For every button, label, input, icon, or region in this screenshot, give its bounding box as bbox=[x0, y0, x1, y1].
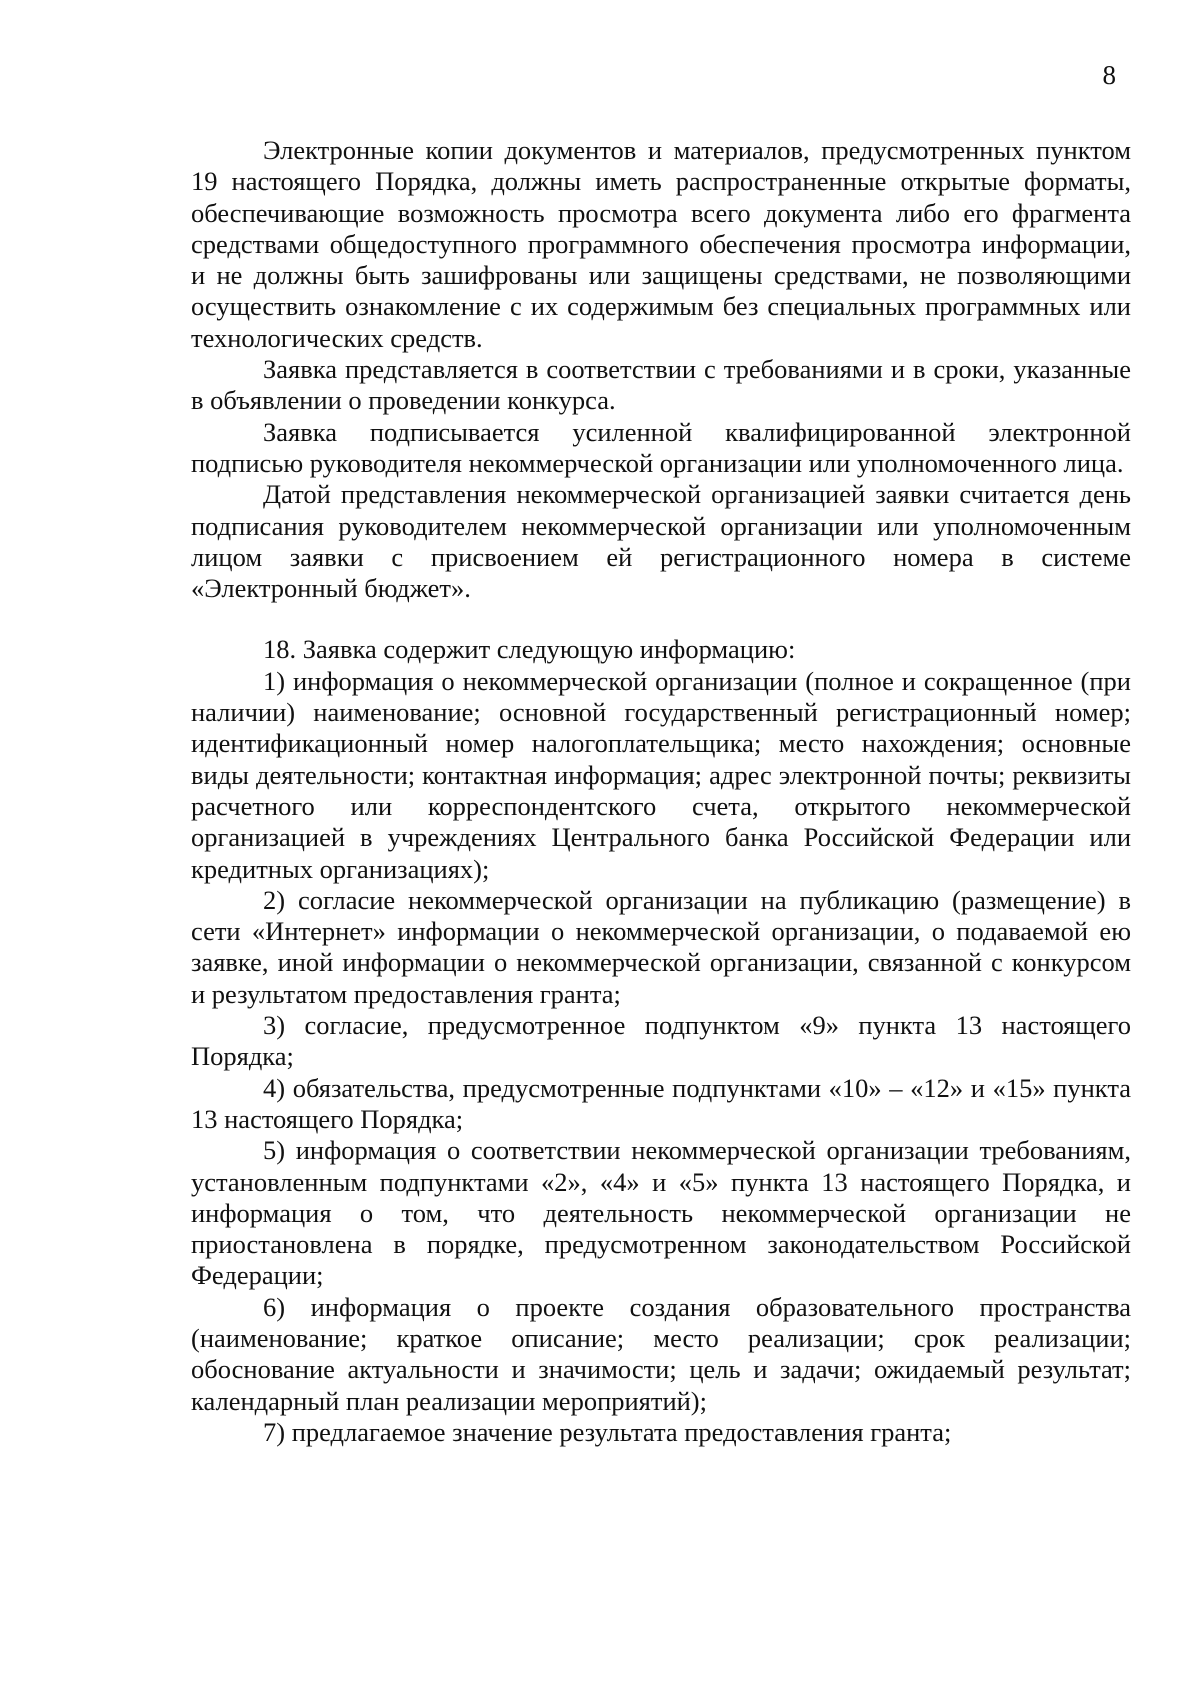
document-body bbox=[191, 135, 1131, 1448]
paragraph-section-18: 18. Заявка содержит следующую информацию: bbox=[263, 634, 796, 665]
list-item-2: 2) согласие некоммерческой организации на публикацию (размещение) в сети «Интернет» информации о некоммерческой организации, о подаваемой ею заявке, иной информации о некоммерческой организации, связанной с конкурсом и результатом предоставления гранта; bbox=[191, 884, 1131, 1009]
paragraph-submission-date: Датой представления некоммерческой организацией заявки считается день подписания руководителем некоммерческой организации или уполномоченным лицом заявки с присвоением ей регистрационного номера в системе «Электронный бюджет». bbox=[191, 479, 1131, 604]
page-number: 8 bbox=[1102, 60, 1116, 90]
list-item-3: 3) согласие, предусмотренное подпунктом «9» пункта 13 настоящего Порядка; bbox=[191, 1010, 1131, 1072]
list-item-7: 7) предлагаемое значение результата предоставления гранта; bbox=[263, 1416, 952, 1447]
paragraph-electronic-copies: Электронные копии документов и материалов, предусмотренных пунктом 19 настоящего Порядка, должны иметь распространенные открытые форматы, обеспечивающие возможность просмотра всего документа либо его фрагмента средствами общедоступного программного обеспечения просмотра информации, и не должны быть зашифрованы или защищены средствами, не позволяющими осуществить ознакомление с их содержимым без специальных программных или технологических средств. bbox=[191, 135, 1131, 353]
list-item-5: 5) информация о соответствии некоммерческой организации требованиям, установленным подпунктами «2», «4» и «5» пункта 13 настоящего Порядка, и информация о том, что деятельность некоммерческой организации не приостановлена в порядке, предусмотренном законодательством Российской Федерации; bbox=[191, 1135, 1131, 1291]
list-item-1: 1) информация о некоммерческой организации (полное и сокращенное (при наличии) наименование; основной государственный регистрационный номер; идентификационный номер налогоплательщика; место нахождения; основные виды деятельности; контактная информация; адрес электронной почты; реквизиты расчетного или корреспондентского счета, открытого некоммерческой организацией в учреждениях Центрального банка Российской Федерации или кредитных организациях); bbox=[191, 665, 1131, 884]
paragraph-application-signature: Заявка подписывается усиленной квалифицированной электронной подписью руководителя некоммерческой организации или уполномоченного лица. bbox=[191, 416, 1131, 478]
list-item-6: 6) информация о проекте создания образовательного пространства (наименование; краткое описание; место реализации; срок реализации; обоснование актуальности и значимости; цель и задачи; ожидаемый результат; календарный план реализации мероприятий); bbox=[191, 1291, 1131, 1416]
paragraph-application-submission: Заявка представляется в соответствии с требованиями и в сроки, указанные в объявлении о проведении конкурса. bbox=[191, 354, 1131, 416]
list-item-4: 4) обязательства, предусмотренные подпунктами «10» – «12» и «15» пункта 13 настоящего Порядка; bbox=[191, 1072, 1131, 1134]
